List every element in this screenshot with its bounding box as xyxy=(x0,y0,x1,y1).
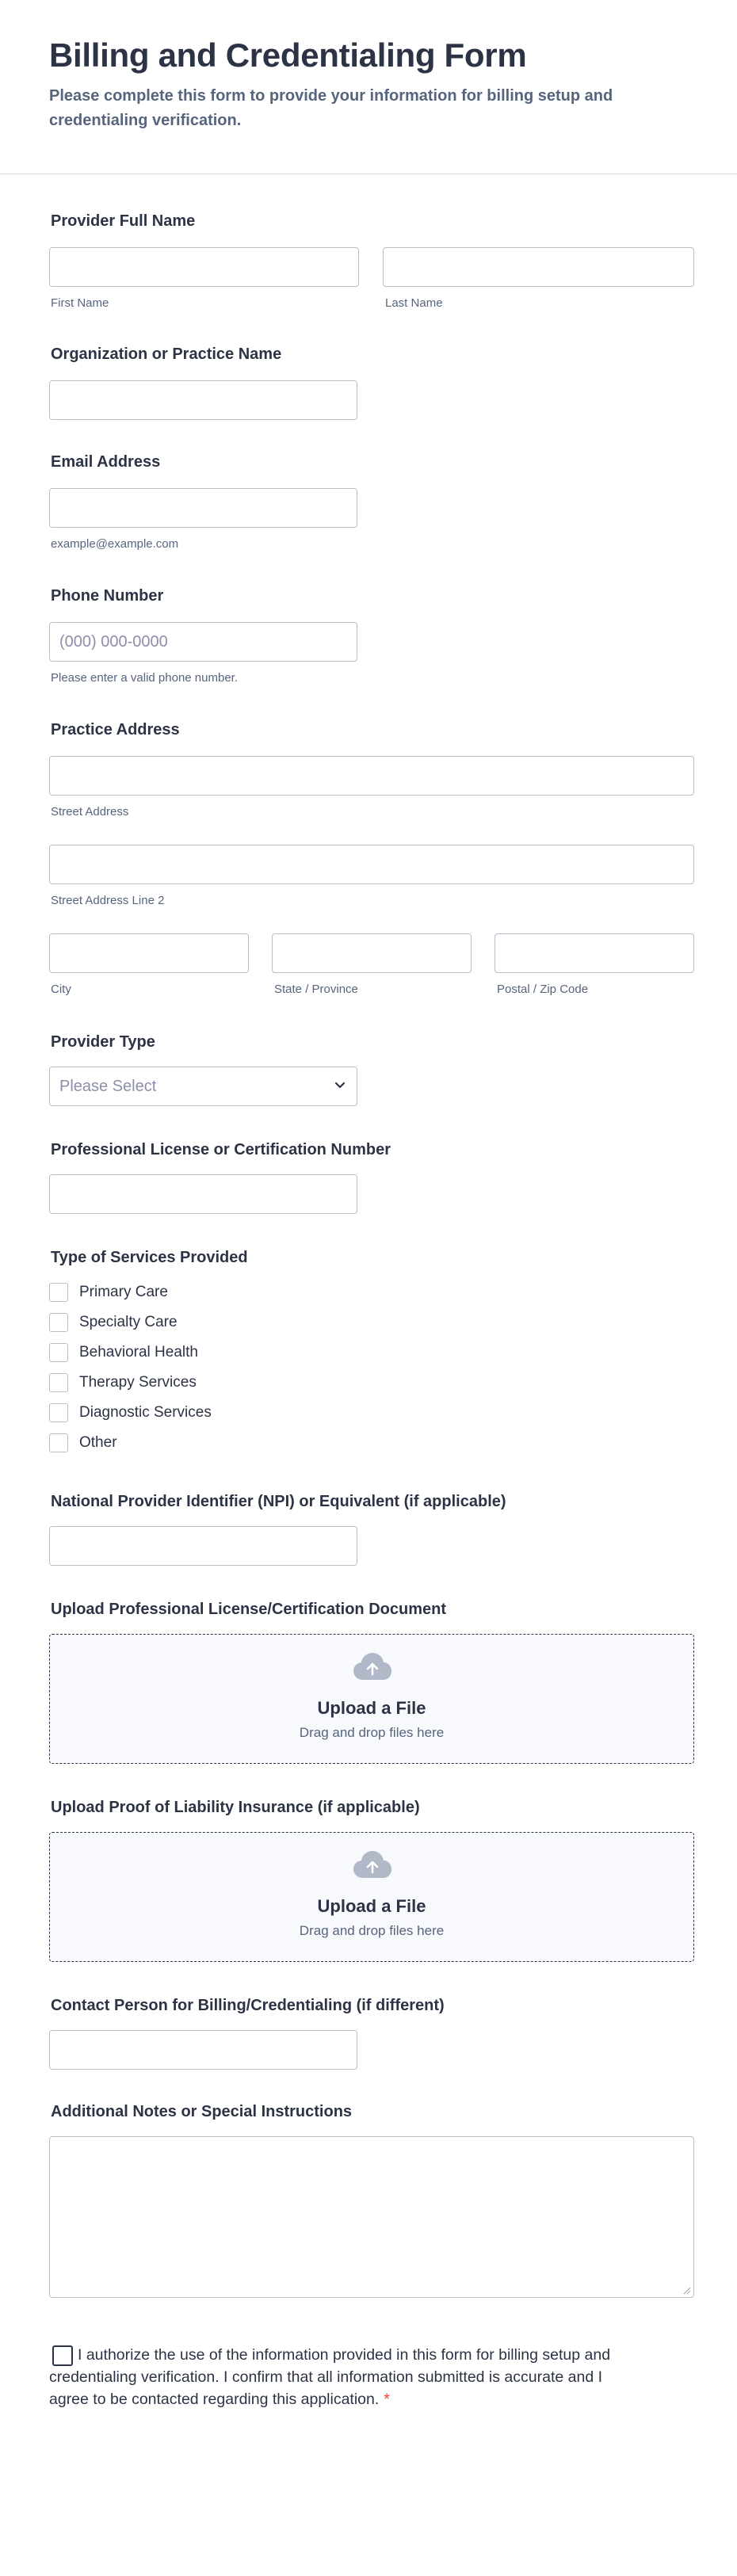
license-label: Professional License or Certification Number xyxy=(51,1141,391,1158)
consent-checkbox-row[interactable] xyxy=(49,2344,620,2410)
zip-input[interactable] xyxy=(495,933,694,973)
service-option-therapy-services[interactable] xyxy=(49,1372,197,1394)
phone-input[interactable] xyxy=(49,622,357,662)
service-option-label: Diagnostic Services xyxy=(79,1404,212,1421)
last-name-sublabel: Last Name xyxy=(385,296,443,310)
checkbox[interactable] xyxy=(49,1403,68,1422)
service-option-specialty-care[interactable] xyxy=(49,1311,178,1334)
email-label: Email Address xyxy=(51,453,161,471)
consent-text xyxy=(49,2344,620,2410)
consent-text-body: I authorize the use of the information provided in this form for billing setup and credentialing verification. I confirm that all information submitted is accurate and I agree to be contacted regarding this application. xyxy=(49,2346,611,2408)
street-address-line2-sublabel: Street Address Line 2 xyxy=(51,894,165,907)
city-input[interactable] xyxy=(49,933,249,973)
service-option-primary-care[interactable] xyxy=(49,1281,168,1303)
npi-label: National Provider Identifier (NPI) or Equivalent (if applicable) xyxy=(51,1493,506,1510)
upload-license-dropzone[interactable] xyxy=(49,1634,694,1764)
license-input[interactable] xyxy=(49,1174,357,1214)
consent-checkbox[interactable] xyxy=(52,2345,73,2366)
phone-sublabel: Please enter a valid phone number. xyxy=(51,671,238,685)
provider-name-label: Provider Full Name xyxy=(51,212,196,230)
provider-type-selected: Please Select xyxy=(59,1077,157,1095)
contact-person-input[interactable] xyxy=(49,2030,357,2070)
phone-label: Phone Number xyxy=(51,587,164,605)
service-option-diagnostic-services[interactable] xyxy=(49,1402,212,1424)
provider-type-label: Provider Type xyxy=(51,1033,155,1051)
upload-hint: Drag and drop files here xyxy=(299,1725,445,1740)
last-name-input[interactable] xyxy=(383,247,694,287)
page-subtitle: Please complete this form to provide your information for billing setup and credentialing verification. xyxy=(49,87,613,129)
page-title: Billing and Credentialing Form xyxy=(49,36,527,74)
checkbox[interactable] xyxy=(49,1373,68,1392)
zip-sublabel: Postal / Zip Code xyxy=(497,983,589,996)
organization-label: Organization or Practice Name xyxy=(51,345,282,363)
provider-type-select[interactable] xyxy=(49,1067,357,1106)
street-address-sublabel: Street Address xyxy=(51,805,129,819)
email-input[interactable] xyxy=(49,488,357,528)
npi-input[interactable] xyxy=(49,1526,357,1566)
checkbox[interactable] xyxy=(49,1433,68,1452)
city-sublabel: City xyxy=(51,983,71,996)
state-input[interactable] xyxy=(272,933,472,973)
checkbox[interactable] xyxy=(49,1313,68,1332)
street-address-line2-input[interactable] xyxy=(49,845,694,884)
required-mark: * xyxy=(384,2391,390,2408)
email-sublabel: example@example.com xyxy=(51,537,179,551)
upload-hint: Drag and drop files here xyxy=(299,1923,445,1938)
upload-license-label: Upload Professional License/Certification Document xyxy=(51,1601,446,1618)
service-option-other[interactable] xyxy=(49,1432,117,1454)
service-option-label: Therapy Services xyxy=(79,1374,197,1391)
service-option-label: Behavioral Health xyxy=(79,1344,198,1361)
services-label: Type of Services Provided xyxy=(51,1249,248,1266)
checkbox[interactable] xyxy=(49,1343,68,1362)
upload-insurance-label: Upload Proof of Liability Insurance (if applicable) xyxy=(51,1799,420,1816)
contact-person-label: Contact Person for Billing/Credentialing (if different) xyxy=(51,1997,445,2014)
address-label: Practice Address xyxy=(51,721,180,738)
chevron-down-icon xyxy=(331,1077,349,1094)
upload-title: Upload a File xyxy=(317,1896,426,1916)
service-option-behavioral-health[interactable] xyxy=(49,1341,198,1364)
first-name-input[interactable] xyxy=(49,247,359,287)
cloud-upload-icon xyxy=(353,1850,392,1880)
service-option-label: Specialty Care xyxy=(79,1314,178,1330)
notes-label: Additional Notes or Special Instructions xyxy=(51,2103,353,2120)
service-option-label: Primary Care xyxy=(79,1284,168,1300)
service-option-label: Other xyxy=(79,1434,117,1451)
street-address-input[interactable] xyxy=(49,756,694,796)
state-sublabel: State / Province xyxy=(274,983,358,996)
notes-textarea[interactable] xyxy=(49,2136,694,2298)
upload-title: Upload a File xyxy=(317,1698,426,1718)
resize-grip-icon[interactable] xyxy=(683,2287,691,2295)
first-name-sublabel: First Name xyxy=(51,296,109,310)
cloud-upload-icon xyxy=(353,1652,392,1682)
form-header xyxy=(0,0,737,174)
organization-input[interactable] xyxy=(49,380,357,420)
checkbox[interactable] xyxy=(49,1283,68,1302)
upload-insurance-dropzone[interactable] xyxy=(49,1832,694,1962)
